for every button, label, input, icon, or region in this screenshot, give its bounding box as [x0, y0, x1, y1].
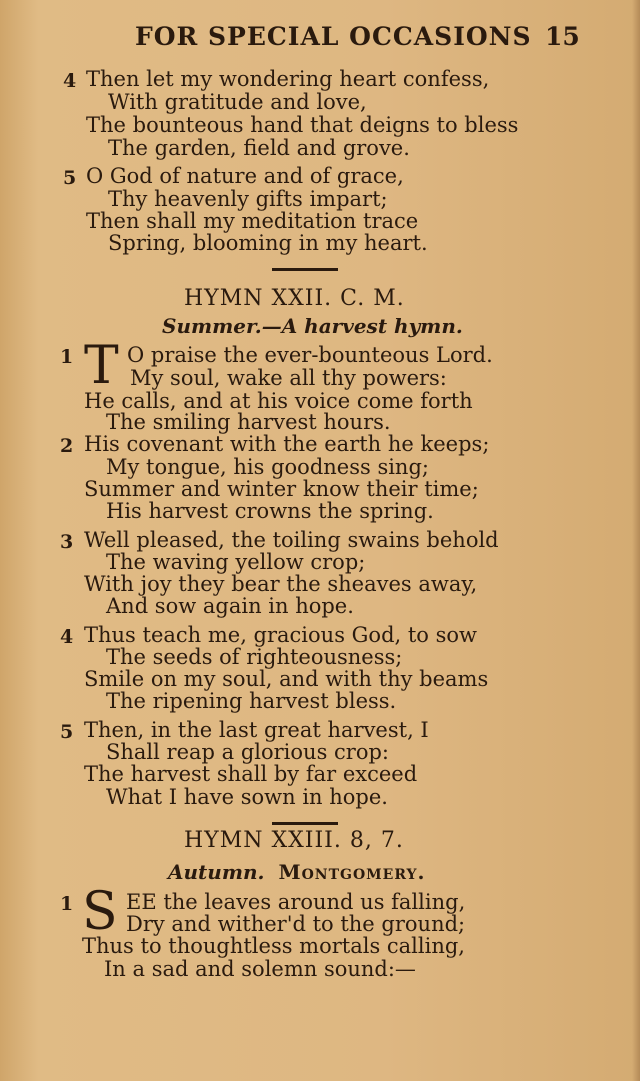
header-title: FOR SPECIAL OCCASIONS — [135, 22, 532, 51]
verse-line: Then, in the last great harvest, I — [84, 718, 429, 742]
verse-line: And sow again in hope. — [106, 594, 354, 618]
page-number: 15 — [545, 22, 580, 51]
verse-line: EE the leaves around us falling, — [126, 890, 466, 914]
section-divider — [272, 268, 338, 271]
verse-line: The harvest shall by far exceed — [84, 762, 418, 786]
verse-line: Then let my wondering heart confess, — [86, 67, 490, 91]
stanza-number: 4 — [63, 70, 77, 92]
verse-line: Spring, blooming in my heart. — [108, 231, 428, 255]
stanza-number: 1 — [60, 893, 74, 915]
verse-line: Shall reap a glorious crop: — [106, 740, 389, 764]
verse-line: Thus to thoughtless mortals calling, — [82, 934, 465, 958]
verse-line: The garden, field and grove. — [108, 136, 410, 160]
section-divider — [272, 822, 338, 825]
verse-line: O God of nature and of grace, — [86, 164, 404, 188]
verse-line: Summer and winter know their time; — [84, 477, 479, 501]
verse-line: Well pleased, the toiling swains behold — [84, 528, 499, 552]
verse-line: The waving yellow crop; — [106, 550, 366, 574]
hymn-subtitle — [168, 860, 425, 884]
stanza-number: 4 — [60, 626, 74, 648]
verse-line: Dry and wither'd to the ground; — [126, 912, 466, 936]
running-header — [0, 22, 640, 56]
hymn-author: Montgomery. — [278, 860, 426, 884]
verse-line: His harvest crowns the spring. — [106, 499, 434, 523]
stanza-number: 5 — [60, 721, 74, 743]
verse-line: My soul, wake all thy powers: — [130, 366, 447, 390]
stanza-number: 5 — [63, 167, 77, 189]
verse-line: What I have sown in hope. — [106, 785, 388, 809]
verse-line: In a sad and solemn sound:— — [104, 957, 416, 981]
page-edge-shadow — [632, 0, 640, 1081]
verse-line: The bounteous hand that deigns to bless — [86, 113, 519, 137]
verse-line: The seeds of righteousness; — [106, 645, 403, 669]
stanza-number: 2 — [60, 435, 74, 457]
drop-cap: T — [84, 336, 119, 396]
hymn-subtitle: Summer.—A harvest hymn. — [162, 314, 463, 338]
verse-line: His covenant with the earth he keeps; — [84, 432, 490, 456]
drop-cap: S — [82, 882, 118, 942]
stanza-number: 1 — [60, 346, 74, 368]
verse-line: The smiling harvest hours. — [106, 410, 391, 434]
verse-line: My tongue, his goodness sing; — [106, 455, 429, 479]
hymn-title: HYMN XXIII. 8, 7. — [184, 828, 404, 853]
hymn-season: Autumn. — [168, 860, 265, 884]
stanza-number: 3 — [60, 531, 74, 553]
verse-line: The ripening harvest bless. — [106, 689, 397, 713]
verse-line: With gratitude and love, — [108, 90, 367, 114]
verse-line: With joy they bear the sheaves away, — [84, 572, 478, 596]
verse-line: Thus teach me, gracious God, to sow — [84, 623, 478, 647]
verse-line: He calls, and at his voice come forth — [84, 389, 473, 413]
verse-line: Thy heavenly gifts impart; — [108, 187, 388, 211]
verse-line: Then shall my meditation trace — [86, 209, 419, 233]
verse-line: Smile on my soul, and with thy beams — [84, 667, 489, 691]
hymn-title: HYMN XXII. C. M. — [184, 286, 405, 311]
verse-line: O praise the ever-bounteous Lord. — [127, 343, 493, 367]
